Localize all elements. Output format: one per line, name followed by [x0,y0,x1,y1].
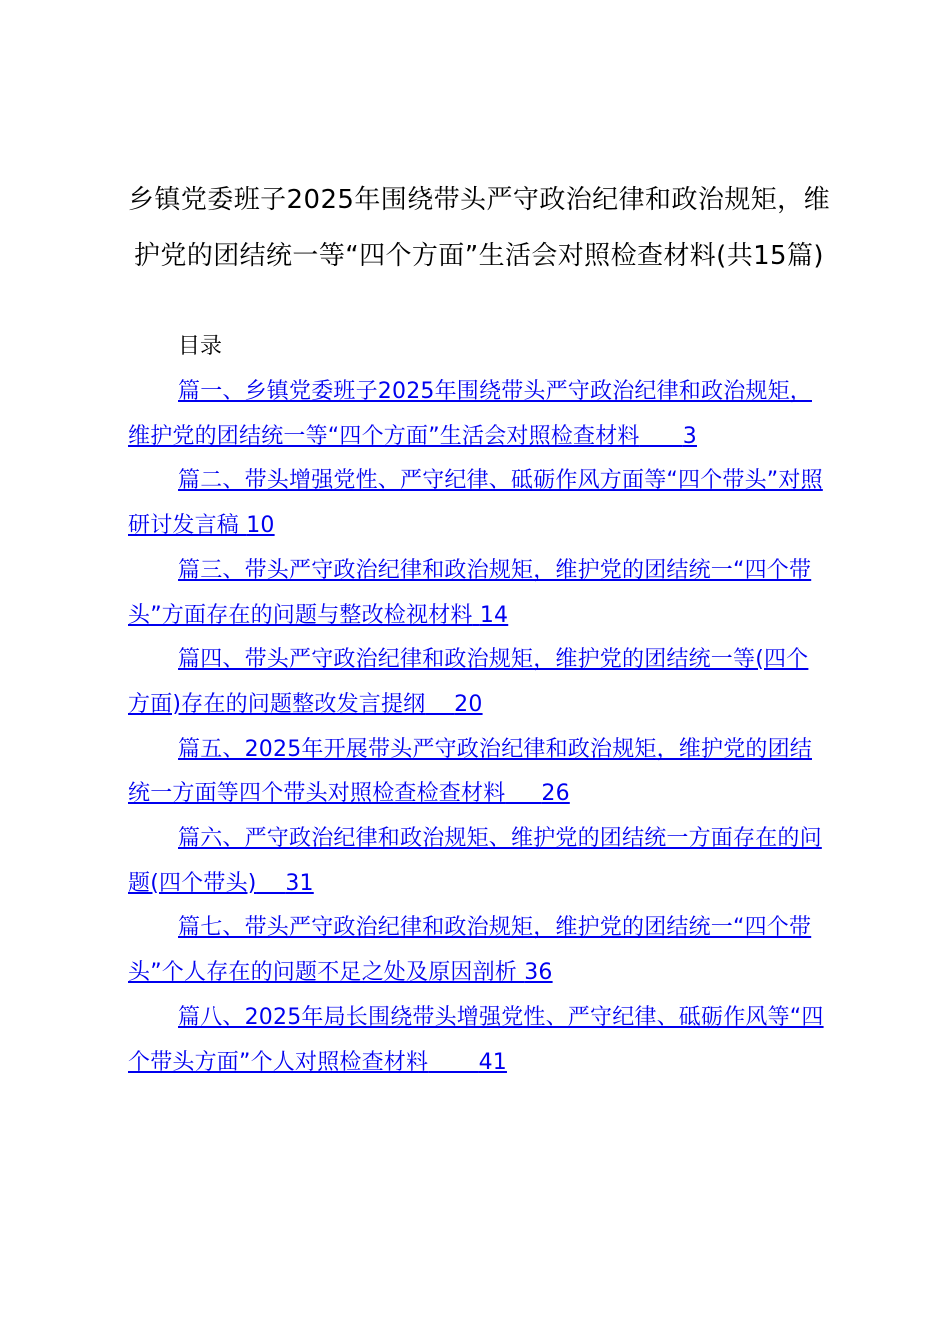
toc-entry-label: 篇七、带头严守政治纪律和政治规矩，维护党的团结统一“四个带头”个人存在的问题不足之处及原因剖析 [128,915,812,986]
toc-entry-label: 篇一、乡镇党委班子2025年围绕带头严守政治纪律和政治规矩，维护党的团结统一等“四个方面”生活会对照检查材料 [128,379,812,449]
document-title: 乡镇党委班子2025年围绕带头严守政治纪律和政治规矩，维护党的团结统一等“四个方面”生活会对照检查材料(共15篇) [128,185,830,271]
toc-entry-6[interactable] [128,817,830,906]
toc-entry-5[interactable] [128,728,830,817]
toc-entry-page: 10 [246,513,275,539]
table-of-contents [128,370,830,1085]
toc-entry-page: 31 [285,870,314,896]
toc-entry-7[interactable] [128,906,830,995]
toc-entry-label: 篇四、带头严守政治纪律和政治规矩，维护党的团结统一等(四个方面)存在的问题整改发言提纲 [128,647,809,717]
toc-entry-1[interactable] [128,370,830,459]
toc-entry-2[interactable] [128,459,830,548]
toc-heading: 目录 [178,334,223,359]
toc-entry-page: 14 [479,602,509,628]
toc-entry-3[interactable] [128,549,830,638]
toc-entry-label: 篇五、2025年开展带头严守政治纪律和政治规矩，维护党的团结统一方面等四个带头对照检查检查材料 [128,736,812,807]
toc-entry-label: 篇八、2025年局长围绕带头增强党性、严守纪律、砥砺作风等“四个带头方面”个人对照检查材料 [128,1004,824,1075]
toc-entry-page: 36 [524,960,553,986]
toc-entry-label: 篇二、带头增强党性、严守纪律、砥砺作风方面等“四个带头”对照研讨发言稿 [128,468,823,539]
toc-entry-label: 篇三、带头严守政治纪律和政治规矩，维护党的团结统一“四个带头”方面存在的问题与整改检视材料 [128,557,812,628]
toc-entry-8[interactable] [128,996,830,1085]
toc-entry-page: 41 [478,1049,507,1075]
toc-entry-4[interactable] [128,638,830,727]
toc-entry-label: 篇六、严守政治纪律和政治规矩、维护党的团结统一方面存在的问题(四个带头) [128,826,822,896]
toc-entry-page: 26 [541,781,570,807]
toc-entry-page: 20 [454,691,483,717]
toc-entry-page: 3 [682,423,697,449]
